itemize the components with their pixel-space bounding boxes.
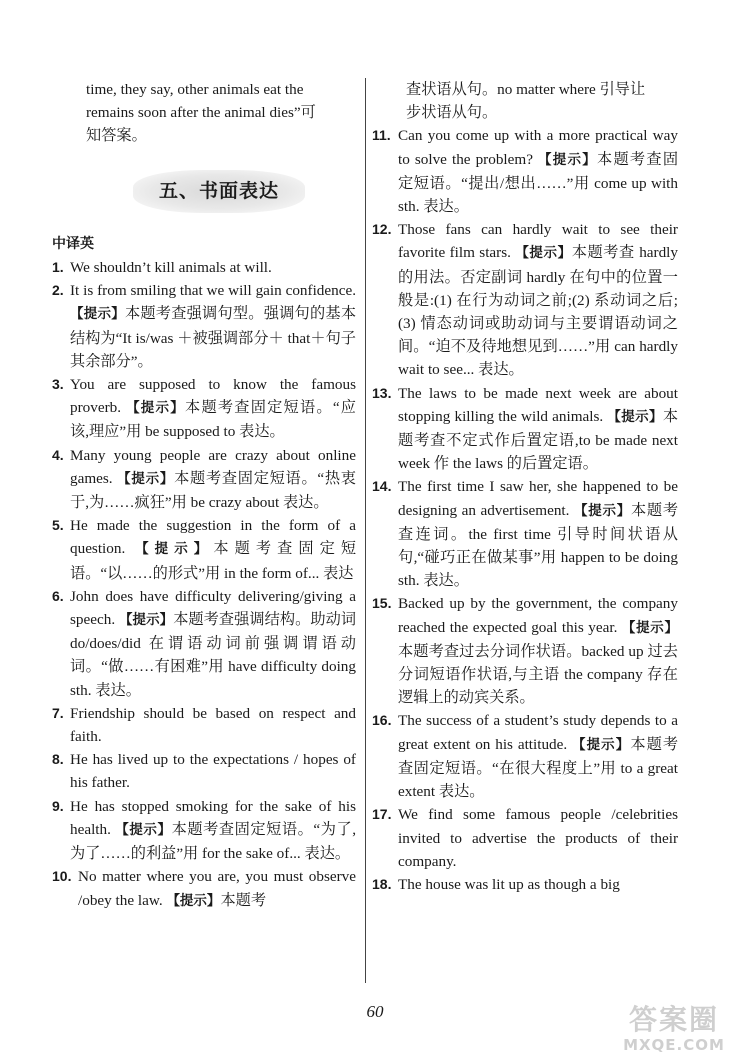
- answer-item: [372, 592, 678, 709]
- item-number: 12.: [372, 221, 392, 238]
- page-number: 60: [366, 1002, 384, 1021]
- item-text: [398, 382, 678, 476]
- left-continuation: [52, 78, 356, 148]
- item-number: 7.: [52, 704, 64, 721]
- item-text: [70, 514, 356, 585]
- text-run: The success of a student’s study depends to a great extent on his attitude.: [398, 712, 678, 753]
- item-text: [78, 865, 356, 912]
- item-text: [70, 373, 356, 444]
- answer-item: [372, 873, 678, 896]
- watermark-logo: [604, 1004, 744, 1060]
- text-run: He has lived up to the expectations / hopes of his father.: [70, 751, 356, 792]
- item-number: 15.: [372, 595, 392, 612]
- item-text: [70, 585, 356, 702]
- hint-label: 【提示】: [607, 408, 663, 425]
- text-run: Those fans can hardly wait to see their favorite film stars.: [398, 221, 678, 262]
- answer-item: [52, 795, 356, 866]
- hint-label: 【提示】: [574, 502, 631, 519]
- left-column: [52, 78, 356, 913]
- left-answer-list: [52, 256, 356, 913]
- item-number: 11.: [372, 127, 391, 144]
- text-run: 本题考查固定短语。“应该,理应”用 be supposed to 表达。: [70, 399, 356, 441]
- answer-item: [52, 585, 356, 702]
- hint-label: 【提示】: [117, 470, 175, 487]
- item-text: [398, 592, 678, 709]
- text-run: 本题考查固定短语。“在很大程度上”用 to a great extent 表达。: [398, 735, 679, 801]
- section-heading-wrap: [82, 170, 356, 213]
- text-run: We find some famous people /celebrities invited to advertise the products of their company.: [398, 806, 678, 870]
- text-run: John does have difficulty delivering/giving a speech.: [70, 587, 356, 629]
- text-run: We shouldn’t kill animals at will.: [70, 259, 272, 277]
- answer-item: [372, 803, 678, 873]
- answer-item: [52, 702, 356, 748]
- item-number: 2.: [52, 282, 64, 299]
- item-number: 10.: [52, 868, 72, 885]
- hint-label: 【提示】: [135, 541, 214, 558]
- text-run: 本题考查固定短语。“热衷于,为……疯狂”用 be crazy about 表达。: [70, 469, 356, 512]
- item-text: [70, 795, 356, 866]
- text-run: The first time I saw her, she happened to be designing an advertisement.: [398, 478, 678, 519]
- subheading: 中译英: [52, 235, 94, 252]
- text-run: Friendship should be based on respect and faith.: [70, 704, 356, 746]
- item-number: 6.: [52, 587, 64, 604]
- text-run: 本题考查固定短语。“提出/想出……”用 come up with sth. 表达。: [398, 150, 678, 216]
- text-run: 本题考查过去分词作状语。backed up 过去分词短语作状语,与主语 the company 存在逻辑上的动宾关系。: [398, 642, 678, 707]
- text-run: He has stopped smoking for the sake of his health.: [70, 797, 356, 838]
- answer-item: [372, 709, 678, 803]
- text-run: 本题考查不定式作后置定语,to be made next week 作 the laws 的后置定语。: [398, 407, 678, 473]
- answer-item: [372, 124, 678, 218]
- hint-label: 【提示】: [70, 306, 125, 323]
- text-run: No matter where you are, you must observe /obey the law.: [78, 868, 356, 909]
- text-run: 本题考: [220, 891, 266, 909]
- text-run: 本题考查强调结构。助动词 do/does/did 在谓语动词前强调谓语动词。“做……有困难”用 have difficulty doing sth. 表达。: [70, 611, 357, 699]
- item-number: 9.: [52, 797, 64, 814]
- item-text: [398, 475, 678, 592]
- item-text: [398, 218, 678, 381]
- item-number: 1.: [52, 259, 64, 276]
- item-number: 5.: [52, 517, 64, 534]
- text-run: He made the suggestion in the form of a question.: [70, 517, 356, 558]
- answer-item: [52, 748, 356, 794]
- text-run: 本题考查固定短语。“为了,为了……的利益”用 for the sake of... 表达。: [70, 820, 357, 863]
- hint-label: 【提示】: [621, 619, 678, 636]
- item-text: [398, 124, 678, 218]
- item-number: 16.: [372, 712, 392, 729]
- text-run: Can you come up with a more practical way to solve the problem?: [398, 127, 678, 168]
- item-number: 8.: [52, 751, 64, 768]
- right-continuation: [372, 78, 678, 124]
- item-number: 13.: [372, 384, 392, 401]
- answer-item: [52, 514, 356, 585]
- hint-label: 【提示】: [572, 736, 631, 753]
- item-number: 17.: [372, 806, 392, 823]
- text-run: The house was lit up as though a big: [398, 875, 620, 893]
- right-column: [372, 78, 678, 896]
- continuation-line: 查状语从句。no matter where 引导让: [406, 81, 646, 98]
- answer-item: [372, 475, 678, 592]
- continuation-line: time, they say, other animals eat the: [86, 81, 304, 98]
- text-run: You are supposed to know the famous proverb.: [70, 376, 356, 417]
- answer-item: [372, 218, 678, 381]
- item-text: [398, 803, 678, 873]
- hint-label: 【提示】: [126, 400, 186, 417]
- text-run: The laws to be made next week are about stopping killing the wild animals.: [398, 384, 678, 425]
- continuation-line: 步状语从句。: [406, 104, 498, 122]
- item-text: [70, 702, 356, 748]
- answer-item: [52, 444, 356, 515]
- item-text: [70, 256, 356, 279]
- right-answer-list: [372, 124, 678, 896]
- text-run: 本题考查 hardly 的用法。否定副词 hardly 在句中的位置一般是:(1) 在行为动词之前;(2) 系动词之后;(3) 情态动词或助动词与主要谓语动词之间。“迫不及待地想见到……”用 can hardly wait to see... 表达。: [398, 244, 678, 379]
- item-number: 14.: [372, 478, 392, 495]
- text-run: Many young people are crazy about online games.: [70, 446, 356, 487]
- item-text: [70, 748, 356, 794]
- text-run: 本题考查连词。the first time 引导时间状语从句,“碰巧正在做某事”用 happen to be doing sth. 表达。: [398, 501, 679, 590]
- answer-item: [52, 373, 356, 444]
- hint-label: 【提示】: [118, 612, 174, 629]
- item-number: 18.: [372, 875, 392, 892]
- answer-item: [52, 279, 356, 373]
- answer-item: [52, 865, 356, 912]
- item-text: [398, 709, 678, 803]
- hint-label: 【提示】: [115, 821, 172, 838]
- text-run: Backed up by the government, the company reached the expected goal this year.: [398, 595, 678, 636]
- text-run: 本题考查强调句型。强调句的基本结构为“It is/was ＋被强调部分＋ that＋句子其余部分”。: [70, 305, 357, 370]
- item-number: 4.: [52, 446, 64, 463]
- hint-label: 【提示】: [515, 245, 572, 262]
- watermark-text: 答案圈: [628, 1003, 719, 1036]
- column-divider: [365, 78, 366, 983]
- item-text: [398, 873, 678, 896]
- hint-label: 【提示】: [166, 892, 221, 909]
- watermark-url: MXQE.COM: [623, 1036, 725, 1054]
- text-run: It is from smiling that we will gain confidence.: [70, 282, 356, 300]
- item-text: [70, 444, 356, 515]
- section-heading: 五、书面表达: [133, 170, 305, 213]
- hint-label: 【提示】: [538, 151, 598, 168]
- answer-item: [372, 382, 678, 476]
- item-text: [70, 279, 356, 373]
- continuation-line: 知答案。: [86, 127, 147, 145]
- answer-item: [52, 256, 356, 279]
- text-run: 本题考查固定短语。“以……的形式”用 in the form of... 表达: [70, 540, 357, 582]
- item-number: 3.: [52, 376, 64, 393]
- continuation-line: remains soon after the animal dies”可: [86, 104, 316, 122]
